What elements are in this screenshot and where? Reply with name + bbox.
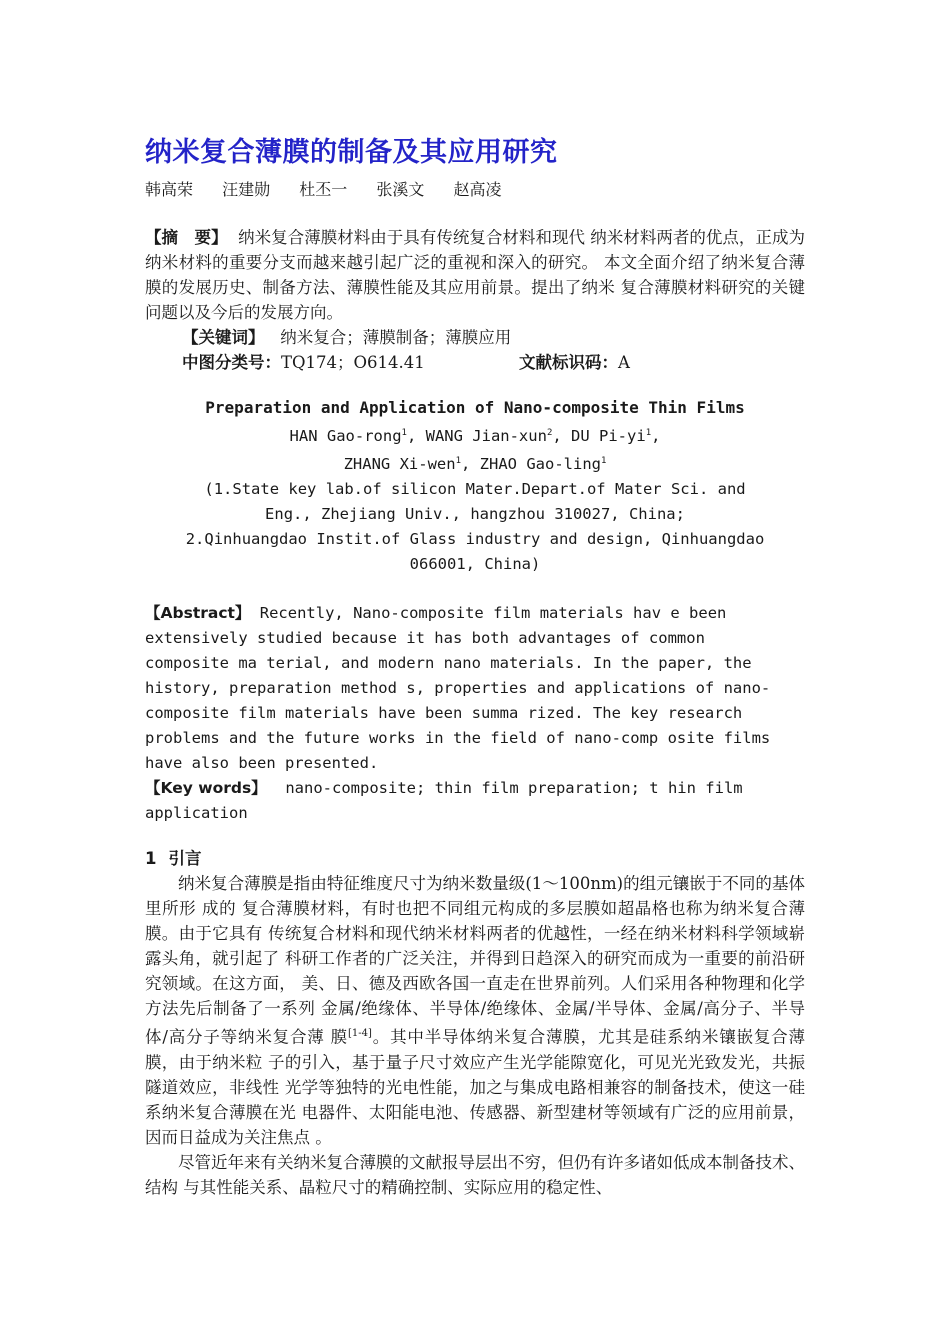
keywords-label: 【Key words】 — [145, 779, 267, 798]
english-abstract — [145, 601, 805, 826]
section-heading — [145, 846, 805, 871]
body-paragraph: 尽管近年来有关纳米复合薄膜的文献报导层出不穷，但仍有许多诸如低成本制备技术、结构 与其性能关系、晶粒尺寸的精确控制、实际应用的稳定性、 — [145, 1152, 805, 1197]
abstract-line: composite ma terial, and modern nano materials. In the paper, the — [145, 654, 752, 673]
english-header — [145, 395, 805, 577]
section-title: 引言 — [168, 849, 202, 869]
body-paragraph: 纳米复合薄膜是指由特征维度尺寸为纳米数量级(1～100nm)的组元镶嵌于不同的基体里所形 成的 复合薄膜材料，有时也把不同组元构成的多层膜如超晶格也称为纳米复合薄膜。由于它具有 传统复合材料和现代纳米材料两者的优越性，一经在纳米材料科学领域崭露头角，就引起了 科研工作者的广泛关注，并得到日趋深入的研究而成为一重要的前沿研究领域。在这方面， 美、日、德及西欧各国一直走在世界前列。人们采用各种物理和化学方法先后制备了一系列 金属/绝缘体、半导体/绝缘体、金属/半导体、金属/高分子、半导体/高分子等纳米复合薄 膜[1-4]。其中半导体纳米复合薄膜，尤其是硅系纳米镶嵌复合薄膜，由于纳米粒 子的引入，基于量子尺寸效应产生光学能隙宽化，可见光光致发光，共振隧道效应，非线性 光学等独特的光电性能，加之与集成电路相兼容的制备技术，使这一硅系纳米复合薄膜在光 电器件、太阳能电池、传感器、新型建材等领域有广泛的应用前景，因而日益成为关注焦点 。 — [145, 874, 806, 1147]
english-authors-line-1: HAN Gao-rong$^1$, WANG Jian-xun$^2$, DU $Pi-yi^1$, — [289, 427, 661, 446]
author-list — [145, 177, 805, 203]
section-number: 1 — [145, 849, 157, 869]
doc-code-label: 文献标识码： — [519, 353, 618, 372]
author-name: 韩高荣 — [145, 180, 194, 199]
keywords-text: 纳米复合；薄膜制备；薄膜应用 — [280, 328, 512, 347]
keywords-text: application — [145, 804, 248, 823]
citation-ref: [1-4] — [348, 1028, 372, 1040]
keywords-label: 【关键词】 — [182, 328, 265, 347]
chinese-abstract — [145, 225, 805, 325]
abstract-line: have also been presented. — [145, 754, 379, 773]
abstract-label: 【摘 要】 — [145, 228, 228, 247]
english-authors-line-2: ZHANG Xi-wen$^1$, ZHAO Gao-ling$^1$ — [343, 455, 607, 474]
abstract-text: 纳米复合薄膜材料由于具有传统复合材料和现代 纳米材料两者的优点，正成为纳米材料的重要分支而越来越引起广泛的重视和深入的研究。 本文全面介绍了纳米复合薄膜的发展历史、制备方法、薄膜性能及其应用前景。提出了纳米 复合薄膜材料研究的关键问题以及今后的发展方向。 — [145, 228, 805, 322]
paper-page — [145, 125, 805, 1200]
author-name: 杜丕一 — [299, 180, 348, 199]
abstract-label: 【Abstract】 — [145, 604, 251, 623]
affiliation-line: Eng., Zhejiang Univ., hangzhou 310027, China; — [265, 505, 685, 524]
paper-title: 纳米复合薄膜的制备及其应用研究 — [145, 137, 558, 168]
abstract-line: extensively studied because it has both advantages of common — [145, 629, 705, 648]
clc-value: TQ174；O614.41 — [281, 353, 425, 372]
affiliation-line: (1.State key lab.of silicon Mater.Depart.of Mater Sci. and — [204, 480, 746, 499]
english-title: Preparation and Application of Nano-composite Thin Films — [205, 398, 745, 417]
chinese-keywords — [182, 325, 805, 350]
keywords-text: nano-composite; thin film preparation; t hin film — [266, 779, 743, 798]
affiliation-line: 066001, China) — [409, 555, 541, 574]
doc-code-value: A — [618, 353, 630, 372]
abstract-line: history, preparation method s, properties and applications of nano- — [145, 679, 771, 698]
author-name: 汪建勋 — [222, 180, 271, 199]
author-name: 张溪文 — [376, 180, 425, 199]
affiliation-line: 2.Qinhuangdao Instit.of Glass industry and design, Qinhuangdao — [185, 530, 765, 549]
abstract-line: Recently, Nano-composite film materials hav e been — [250, 604, 727, 623]
clc-label: 中图分类号： — [182, 353, 281, 372]
classification-row — [182, 350, 805, 375]
abstract-line: composite film materials have been summa rized. The key research — [145, 704, 743, 723]
author-name: 赵高凌 — [453, 180, 502, 199]
abstract-line: problems and the future works in the field of nano-comp osite films — [145, 729, 771, 748]
